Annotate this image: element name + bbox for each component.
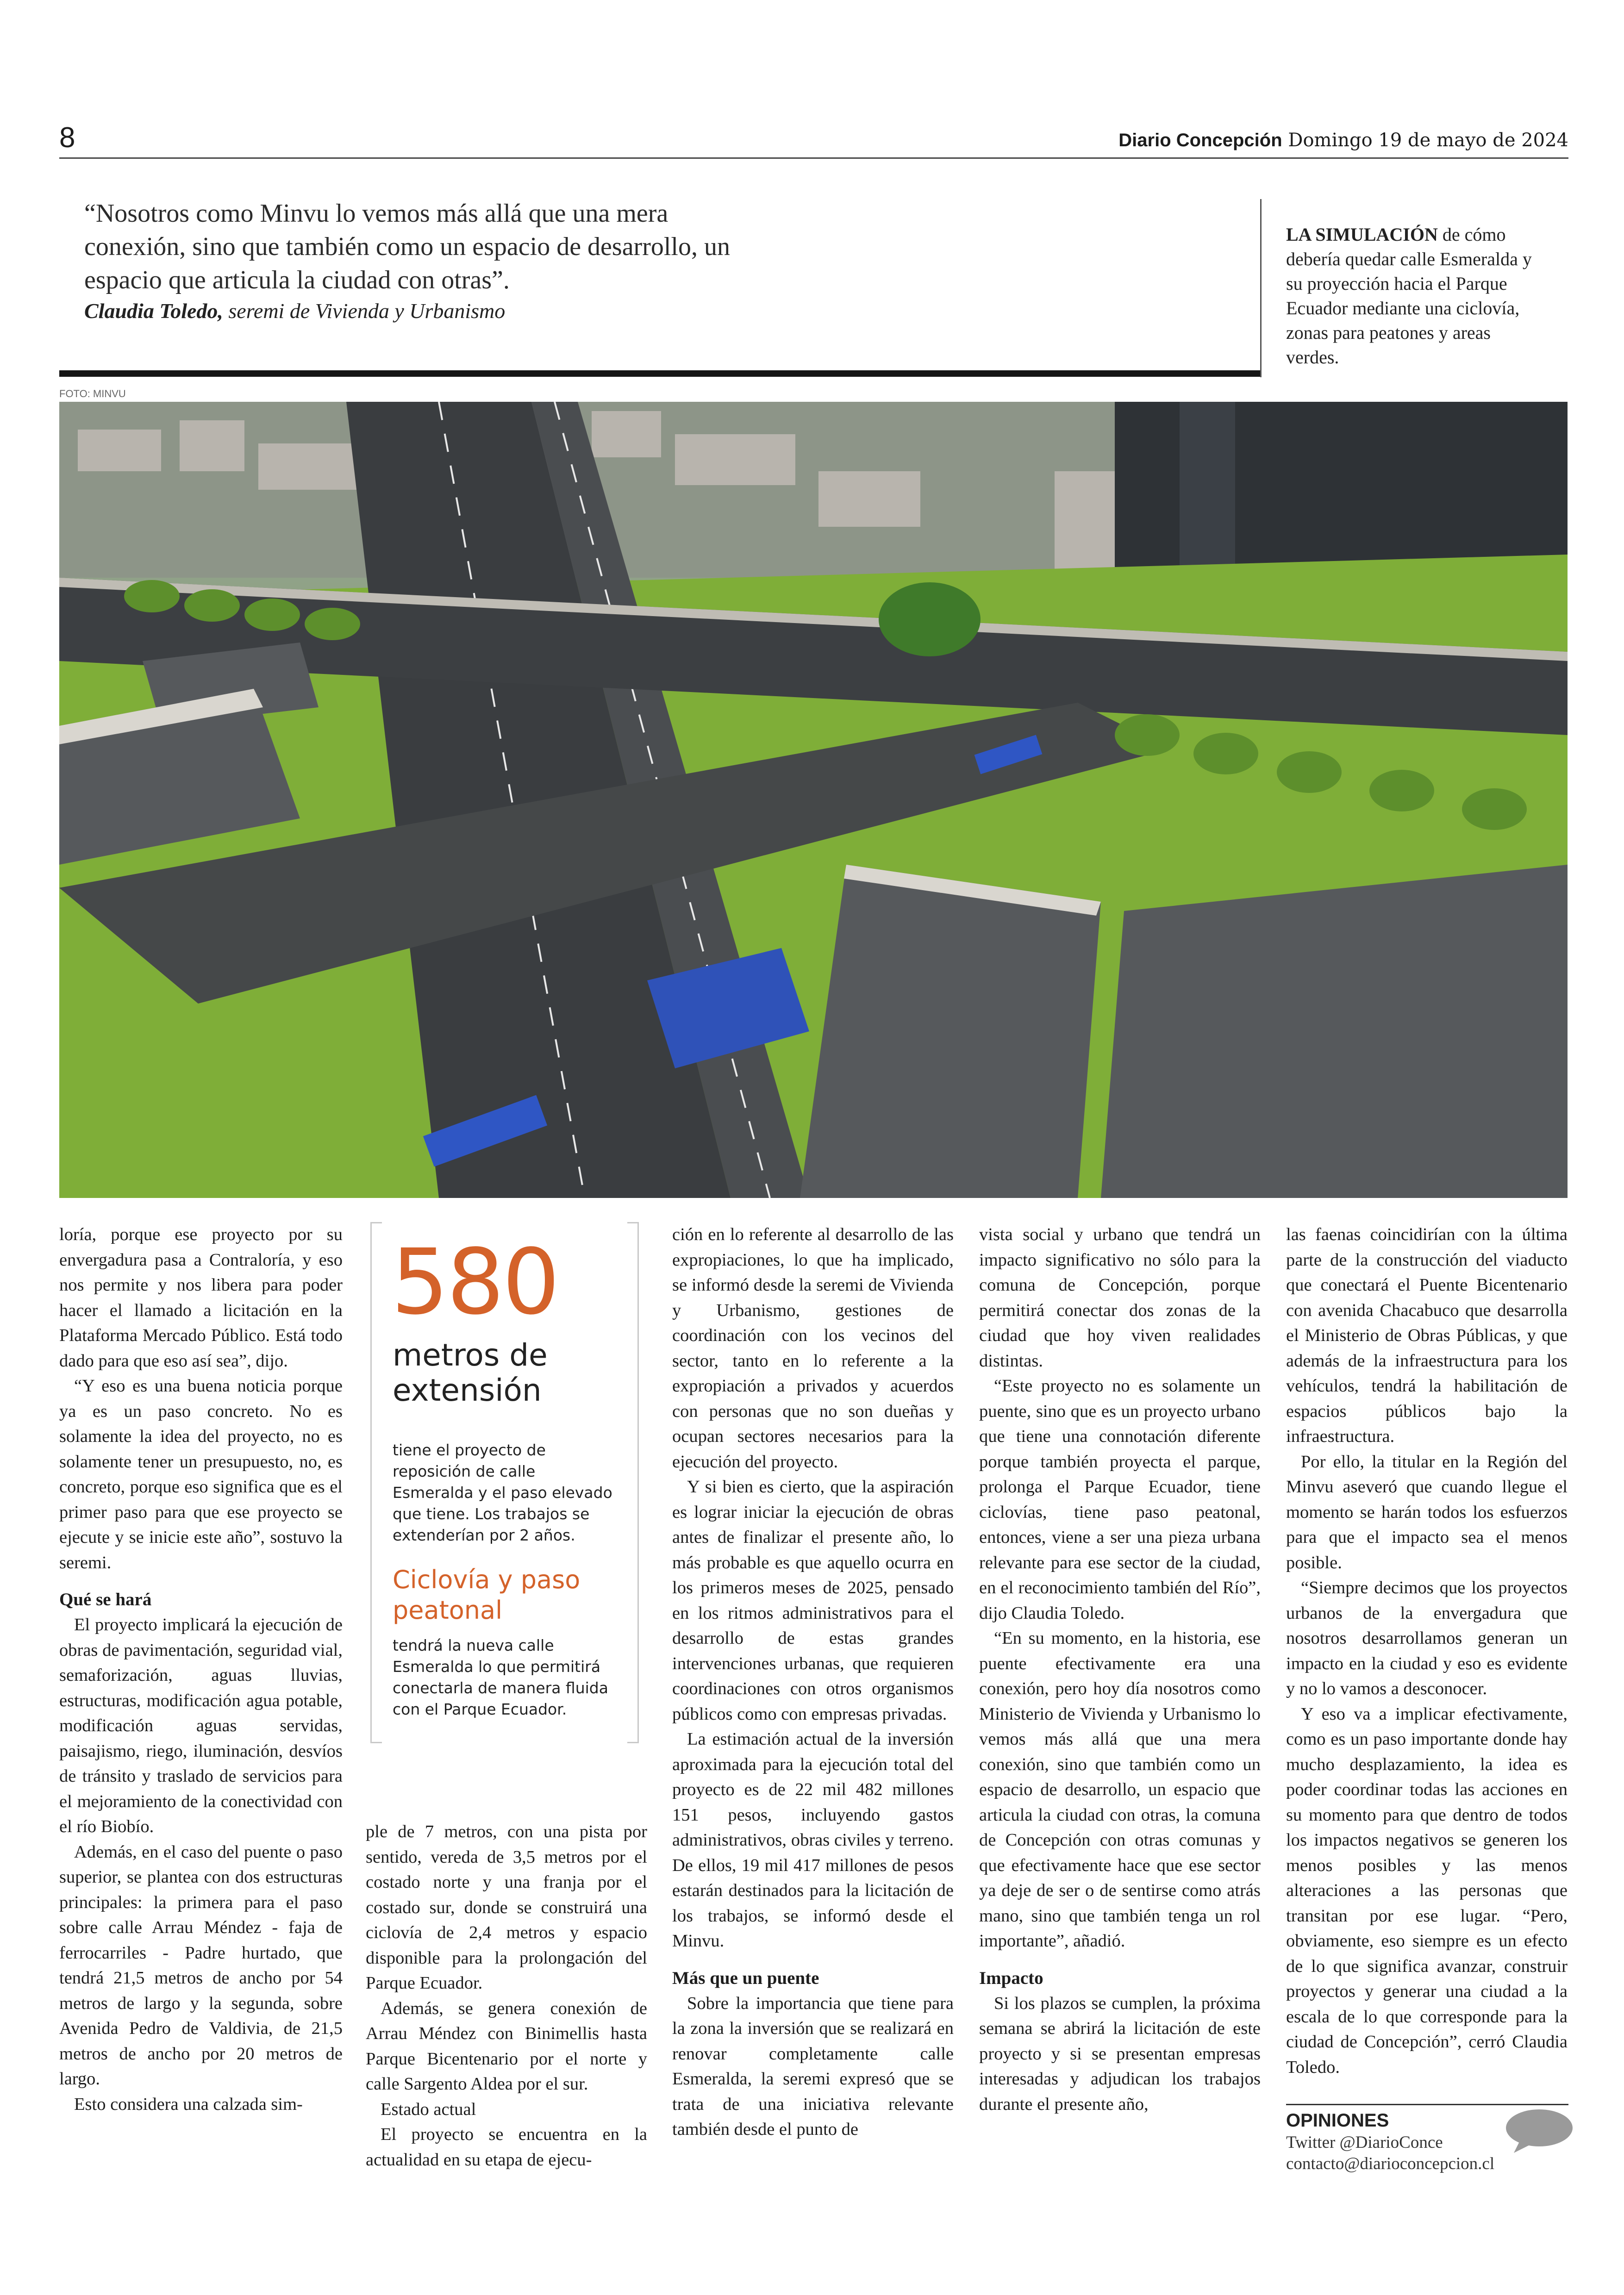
caption-divider bbox=[1260, 199, 1262, 377]
subheading-impacto: Impacto bbox=[979, 1968, 1043, 1988]
issue-date: Domingo 19 de mayo de 2024 bbox=[1288, 130, 1568, 151]
roundabout-tree bbox=[879, 582, 981, 656]
subheading-que-se-hara: Qué se hará bbox=[59, 1590, 152, 1609]
paragraph: Además, en el caso del puente o paso superior, se plantea con dos estructuras principales: la primera para el paso sobre calle Arrau Méndez - faja de ferrocarriles - Padre hurtado, que tendrá 21,5 metros de ancho por 54 metros de largo y la segunda, sobre Avenida Pedro de Valdivia, de 21,5 metros de ancho por 20 metros de largo. bbox=[59, 1842, 343, 2089]
quote-author: Claudia Toledo, bbox=[84, 299, 223, 323]
paragraph: “Este proyecto no es solamente un puente, sino que es un proyecto urbano que tiene una connotación diferente porque también proyecta el parque, prolonga el Parque Ecuador, tiene ciclovías, tiene paso peatonal, entonces, viene a ser una pieza urbana relevante para ese sector de la ciudad, en el reconocimiento también del Río”, dijo Claudia Toledo. bbox=[979, 1376, 1261, 1623]
aerial-rendering-svg bbox=[59, 402, 1568, 1198]
fact-headline: Ciclovía y paso peatonal bbox=[393, 1565, 581, 1625]
paragraph: La estimación actual de la inversión aproximada para la ejecución total del proyecto es de 22 mil 482 millones 151 pesos, incluyendo gastos administrativos, obras civiles y terreno. De ellos, 19 mil 417 millones de pesos estarán destinados para la licitación de los trabajos, se informó desde el Minvu. bbox=[672, 1729, 954, 1951]
subheading-mas-que-un-puente: Más que un puente bbox=[672, 1968, 819, 1988]
paragraph: Sobre la importancia que tiene para la zona la inversión que se realizará en renovar completamente calle Esmeralda, la seremi expresó que se trata de una iniciativa relevante también desde el punto de bbox=[672, 1993, 954, 2139]
paragraph: Además, se genera conexión de Arrau Méndez con Binimellis hasta Parque Bicentenario por el norte y calle Sargento Aldea por el sur. bbox=[366, 1998, 647, 2094]
masthead bbox=[1118, 130, 1568, 151]
speech-bubble-icon bbox=[1505, 2108, 1574, 2154]
fact-box bbox=[370, 1222, 639, 1745]
paragraph: “Y eso es una buena noticia porque ya es un paso concreto. No es solamente la idea del proyecto, no es solamente tener un presupuesto, no, es concreto, porque eso significa que es el primer paso para que ese proyecto se ejecute y se inicie este año”, sostuvo la seremi. bbox=[59, 1376, 343, 1572]
subheading-estado-actual: Estado actual bbox=[381, 2099, 476, 2119]
article-column-4 bbox=[979, 1222, 1261, 2117]
paragraph: El proyecto implicará la ejecución de obras de pavimentación, seguridad vial, semaforización, aguas lluvias, estructuras, modificación agua potable, modificación aguas servidas, paisajismo, riego, iluminación, desvíos de tránsito y traslado de servicios para el mejoramiento de la conectividad con el río Biobío. bbox=[59, 1615, 343, 1836]
article-column-3 bbox=[672, 1222, 954, 2142]
paragraph: Por ello, la titular en la Región del Minvu aseveró que cuando llegue el momento se harán todos los esfuerzos para que el impacto sea el menos posible. bbox=[1286, 1452, 1568, 1572]
caption-lead: LA SIMULACIÓN bbox=[1286, 224, 1438, 245]
paragraph: Y eso va a implicar efectivamente, como es un paso importante donde hay mucho desplazamiento, la idea es poder coordinar todas las acciones en su momento para que dentro de todos los impactos negativos se generen los menos posibles y las menos alteraciones a las personas que transitan por ese lugar. “Pero, obviamente, eso siempre es un efecto de lo que significa avanzar, construir proyectos y generar una ciudad a la escala de lo que corresponde para la ciudad de Concepción”, cerró Claudia Toledo. bbox=[1286, 1704, 1568, 2077]
paragraph: ción en lo referente al desarrollo de las expropiaciones, lo que ha implicado, se informó desde la seremi de Vivienda y Urbanismo, gestiones de coordinación con los vecinos del sector, tanto en lo referente a la expropiación a privados y acuerdos con personas que no son dueñas y ocupan sectores necesarios para la ejecución del proyecto. bbox=[672, 1225, 954, 1472]
photo-credit: FOTO: MINVU bbox=[59, 388, 126, 399]
opinions-title: OPINIONES bbox=[1286, 2110, 1389, 2131]
article-column-1 bbox=[59, 1222, 343, 2117]
fact-number: 580 bbox=[391, 1229, 558, 1335]
quote-author-role: seremi de Vivienda y Urbanismo bbox=[223, 299, 506, 323]
fact-box-bracket-right bbox=[627, 1222, 639, 1743]
quote-attribution bbox=[84, 299, 779, 323]
caption-text: de cómo debería quedar calle Esmeralda y su proyección hacia el Parque Ecuador mediante una ciclovía, zonas para peatones y areas verdes. bbox=[1286, 224, 1532, 368]
fact-unit: metros de extensión bbox=[393, 1337, 548, 1408]
opinions-email[interactable]: contacto@diarioconcepcion.cl bbox=[1286, 2154, 1495, 2173]
page-number: 8 bbox=[59, 122, 75, 154]
aerial-rendering-image bbox=[59, 402, 1568, 1198]
paragraph: “En su momento, en la historia, ese puente efectivamente era una conexión, pero hoy día nosotros como Ministerio de Vivienda y Urbanismo lo vemos más allá que una mera conexión, sino que también como un espacio de desarrollo, un espacio que articula la ciudad con otras, la comuna de Concepción con otras comunas y que efectivamente hace que ese sector ya deje de ser o de sentirse como atrás mano, sino que también tenga un rol importante”, añadió. bbox=[979, 1628, 1261, 1951]
opinions-twitter[interactable]: Twitter @DiarioConce bbox=[1286, 2133, 1443, 2152]
publication-name: Diario Concepción bbox=[1118, 130, 1282, 150]
fact-description-2: tendrá la nueva calle Esmeralda lo que permitirá conectarla de manera fluida con el Parque Ecuador. bbox=[393, 1636, 608, 1718]
paragraph: vista social y urbano que tendrá un impacto significativo no sólo para la comuna de Concepción, porque permitirá conectar dos zonas de la ciudad que hoy viven realidades distintas. bbox=[979, 1225, 1261, 1371]
paragraph: Esto considera una calzada sim- bbox=[74, 2094, 303, 2114]
paragraph: ple de 7 metros, con una pista por sentido, vereda de 3,5 metros por el costado norte y una franja por el costado sur, donde se construirá una ciclovía de 2,4 metros y espacio disponible para la prolongación del Parque Ecuador. bbox=[366, 1822, 647, 1993]
paragraph: loría, porque ese proyecto por su envergadura pasa a Contraloría, y eso nos permite y nos libera para poder hacer el llamado a licitación en la Plataforma Mercado Público. Está todo dado para que eso así sea”, dijo. bbox=[59, 1225, 343, 1371]
fact-description: tiene el proyecto de reposición de calle Esmeralda y el paso elevado que tiene. Los trabajos se extenderían por 2 años. bbox=[393, 1441, 612, 1544]
article-column-5 bbox=[1286, 1222, 1568, 2080]
photo-caption bbox=[1286, 222, 1545, 369]
section-divider bbox=[59, 370, 1261, 377]
paragraph: Si los plazos se cumplen, la próxima semana se abrirá la licitación de este proyecto y si se presentan empresas interesadas y adjudican los trabajos durante el presente año, bbox=[979, 1993, 1261, 2114]
paragraph: “Siempre decimos que los proyectos urbanos de la envergadura que nosotros desarrollamos generan un impacto en la ciudad y eso es evidente y no lo vamos a desconocer. bbox=[1286, 1578, 1568, 1698]
paragraph: El proyecto se encuentra en la actualidad en su etapa de ejecu- bbox=[366, 2125, 647, 2170]
paragraph: las faenas coincidirían con la última parte de la construcción del viaducto que conectará el Puente Bicentenario con avenida Chacabuco que desarrolla el Ministerio de Obras Públicas, y que además de la infraestructura para los vehículos, tendrá la habilitación de espacios públicos bajo la infraestructura. bbox=[1286, 1225, 1568, 1446]
header-rule bbox=[59, 157, 1568, 159]
opinions-rule bbox=[1286, 2104, 1568, 2105]
paragraph: Y si bien es cierto, que la aspiración es lograr iniciar la ejecución de obras antes de finalizar el presente año, lo más probable es que aquello ocurra en los primeros meses de 2025, pensado en los ritmos administrativos para el desarrollo de estas grandes intervenciones urbanas, que requieren coordinaciones con otros organismos públicos como con empresas privadas. bbox=[672, 1477, 954, 1724]
fact-box-bracket-left bbox=[370, 1222, 382, 1743]
article-column-2 bbox=[366, 1819, 647, 2172]
pull-quote: “Nosotros como Minvu lo vemos más allá que una mera conexión, sino que también como un espacio de desarrollo, un espacio que articula la ciudad con otras”. bbox=[84, 199, 730, 294]
